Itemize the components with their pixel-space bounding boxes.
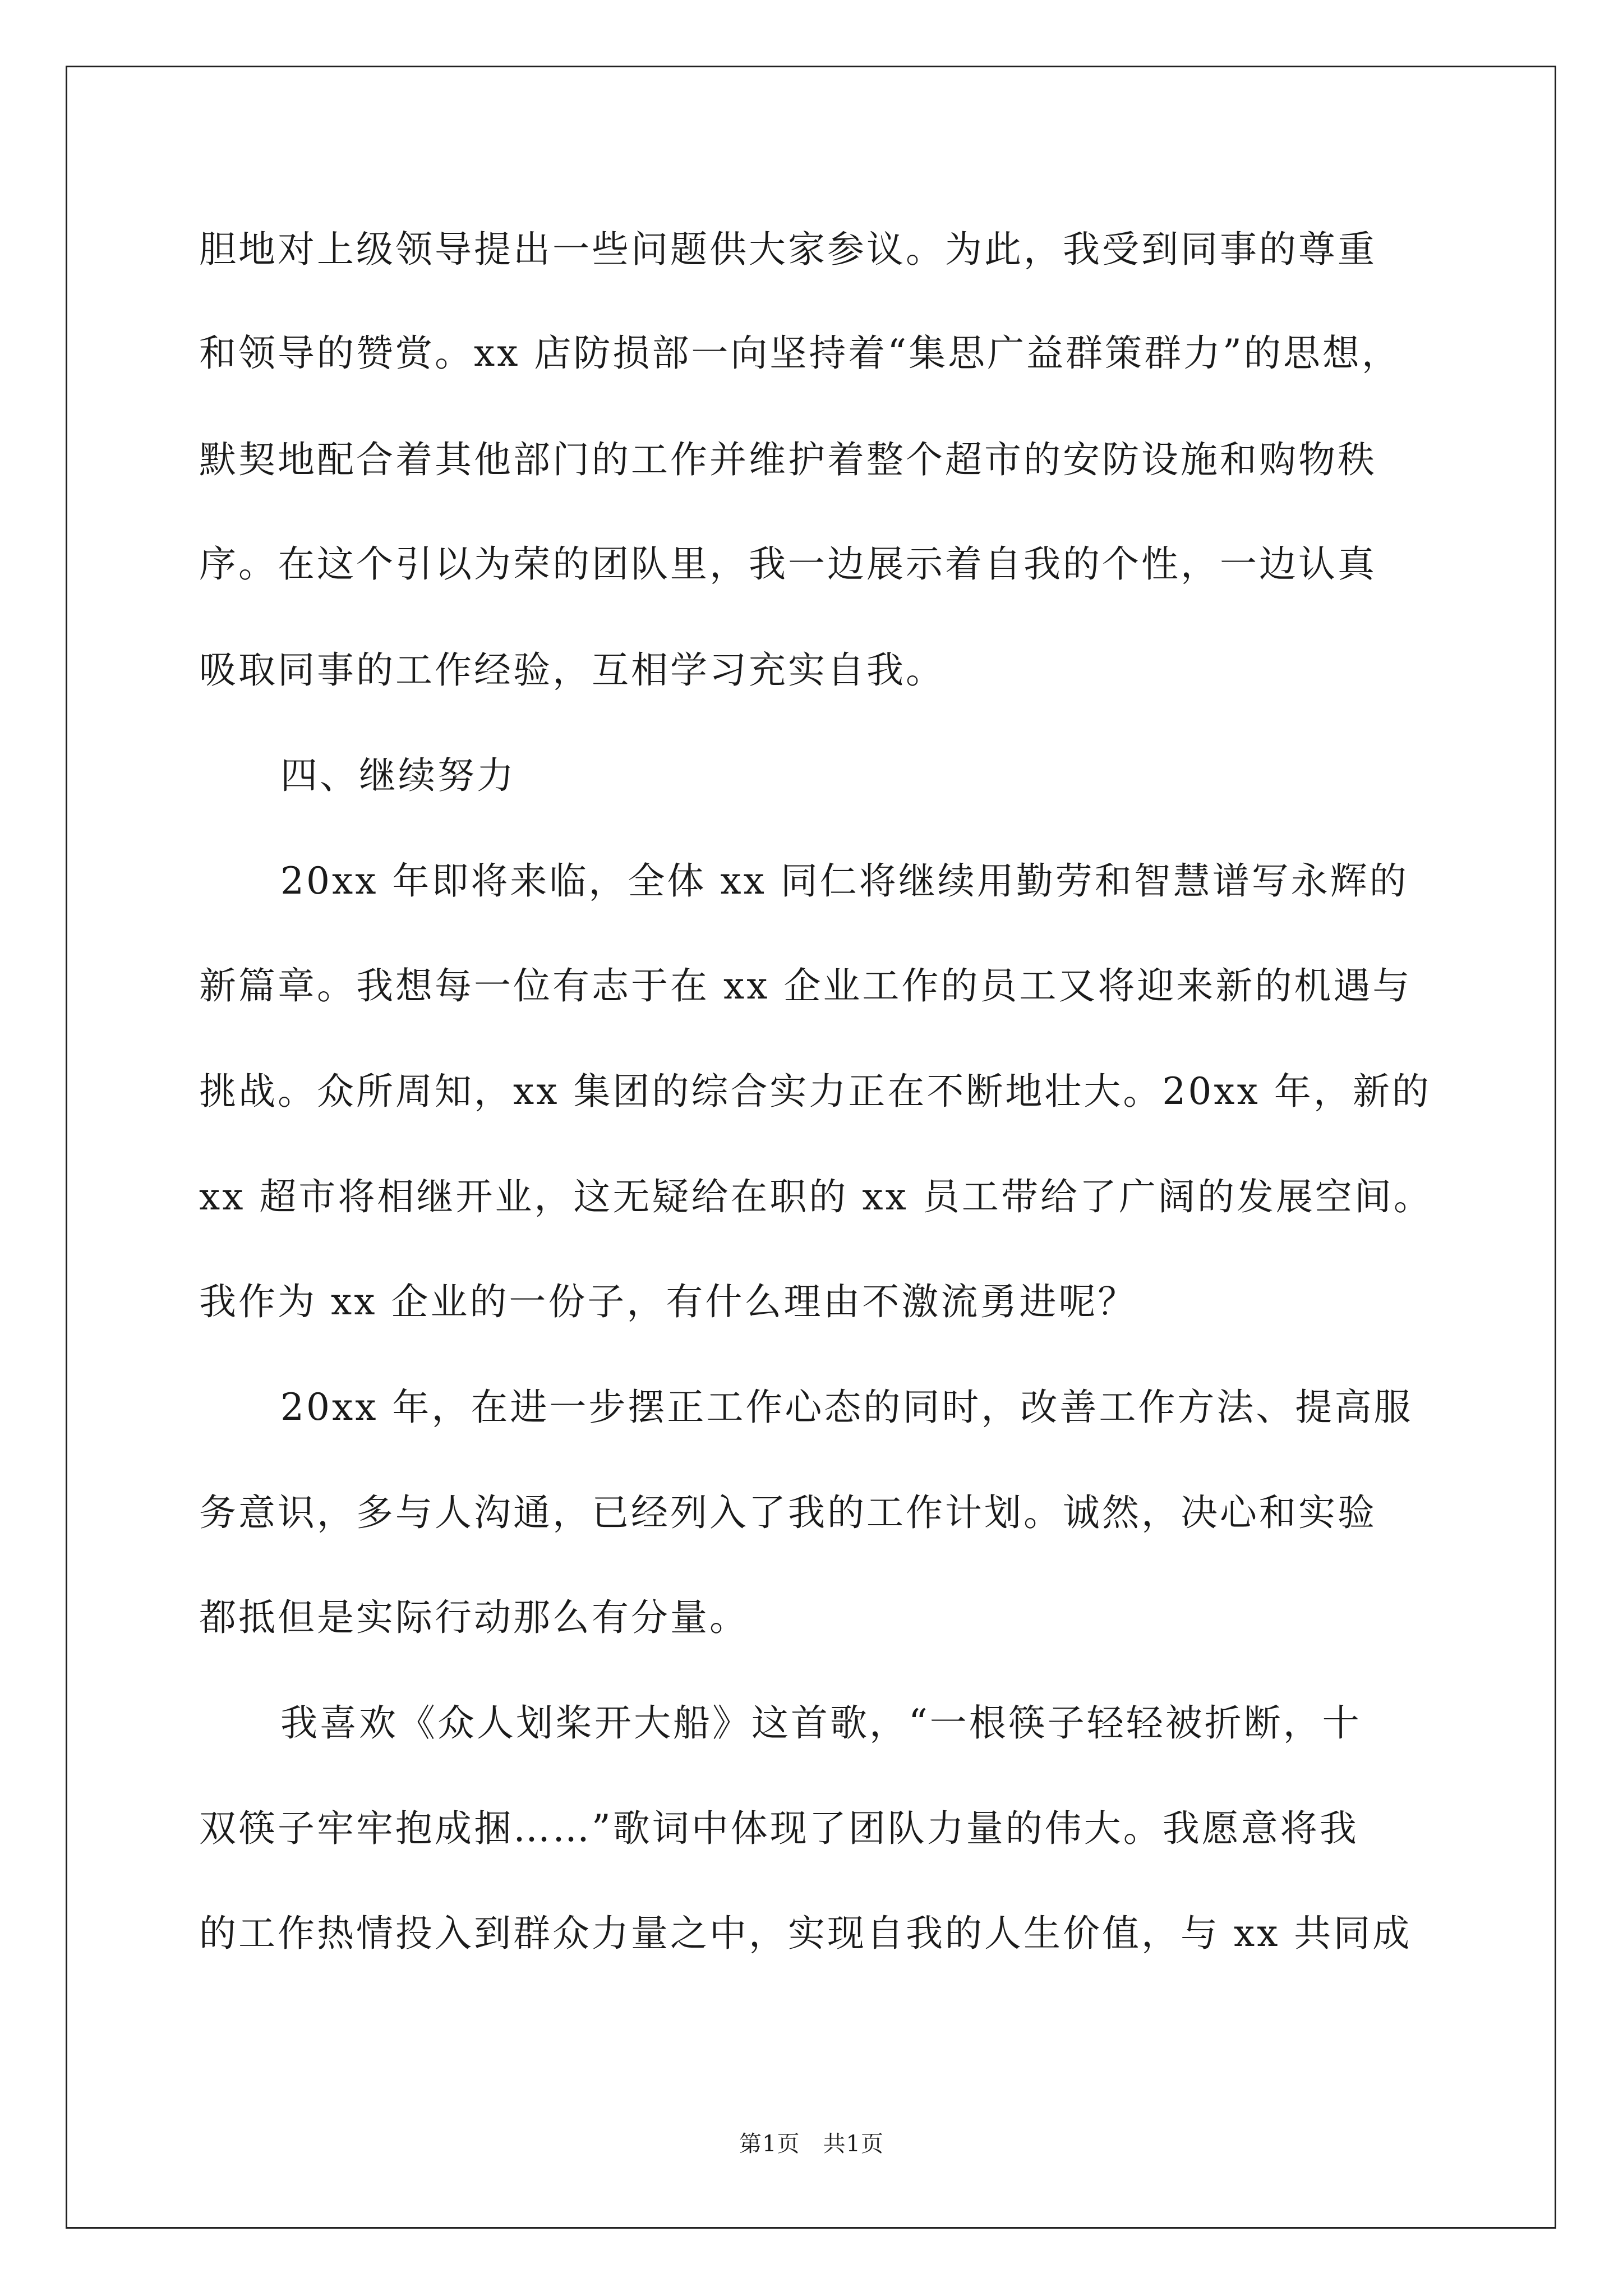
paragraph-line: 胆地对上级领导提出一些问题供大家参议。为此，我受到同事的尊重 [199, 228, 1377, 271]
paragraph-line: 和领导的赞赏。xx 店防损部一向坚持着“集思广益群策群力”的思想， [199, 332, 1401, 375]
paragraph-line: 序。在这个引以为荣的团队里，我一边展示着自我的个性，一边认真 [199, 542, 1377, 586]
page-number-footer: 第1页 共1页 [739, 2131, 884, 2157]
paragraph-line: 我喜欢《众人划桨开大船》这首歌，“一根筷子轻轻被折断，十 [280, 1701, 1362, 1745]
paragraph-line: 挑战。众所周知，xx 集团的综合实力正在不断地壮大。20xx 年，新的 [199, 1070, 1431, 1113]
paragraph-line: 的工作热情投入到群众力量之中，实现自我的人生价值，与 xx 共同成 [199, 1912, 1412, 1955]
paragraph-line: 默契地配合着其他部门的工作并维护着整个超市的安防设施和购物秩 [199, 438, 1377, 481]
paragraph-line: 双筷子牢牢抱成捆……”歌词中体现了团队力量的伟大。我愿意将我 [199, 1807, 1359, 1850]
section-heading: 四、继续努力 [280, 754, 516, 797]
paragraph-line: 20xx 年即将来临，全体 xx 同仁将继续用勤劳和智慧谱写永辉的 [280, 859, 1409, 903]
paragraph-line: 都抵但是实际行动那么有分量。 [199, 1596, 749, 1639]
paragraph-line: xx 超市将相继开业，这无疑给在职的 xx 员工带给了广阔的发展空间。 [199, 1175, 1433, 1218]
paragraph-line: 新篇章。我想每一位有志于在 xx 企业工作的员工又将迎来新的机遇与 [199, 964, 1412, 1007]
paragraph-line: 吸取同事的工作经验，互相学习充实自我。 [199, 648, 945, 692]
paragraph-line: 20xx 年，在进一步摆正工作心态的同时，改善工作方法、提高服 [280, 1386, 1413, 1429]
page-border [66, 66, 1556, 2229]
paragraph-line: 务意识，多与人沟通，已经列入了我的工作计划。诚然，决心和实验 [199, 1491, 1377, 1534]
paragraph-line: 我作为 xx 企业的一份子，有什么理由不激流勇进呢？ [199, 1280, 1137, 1323]
